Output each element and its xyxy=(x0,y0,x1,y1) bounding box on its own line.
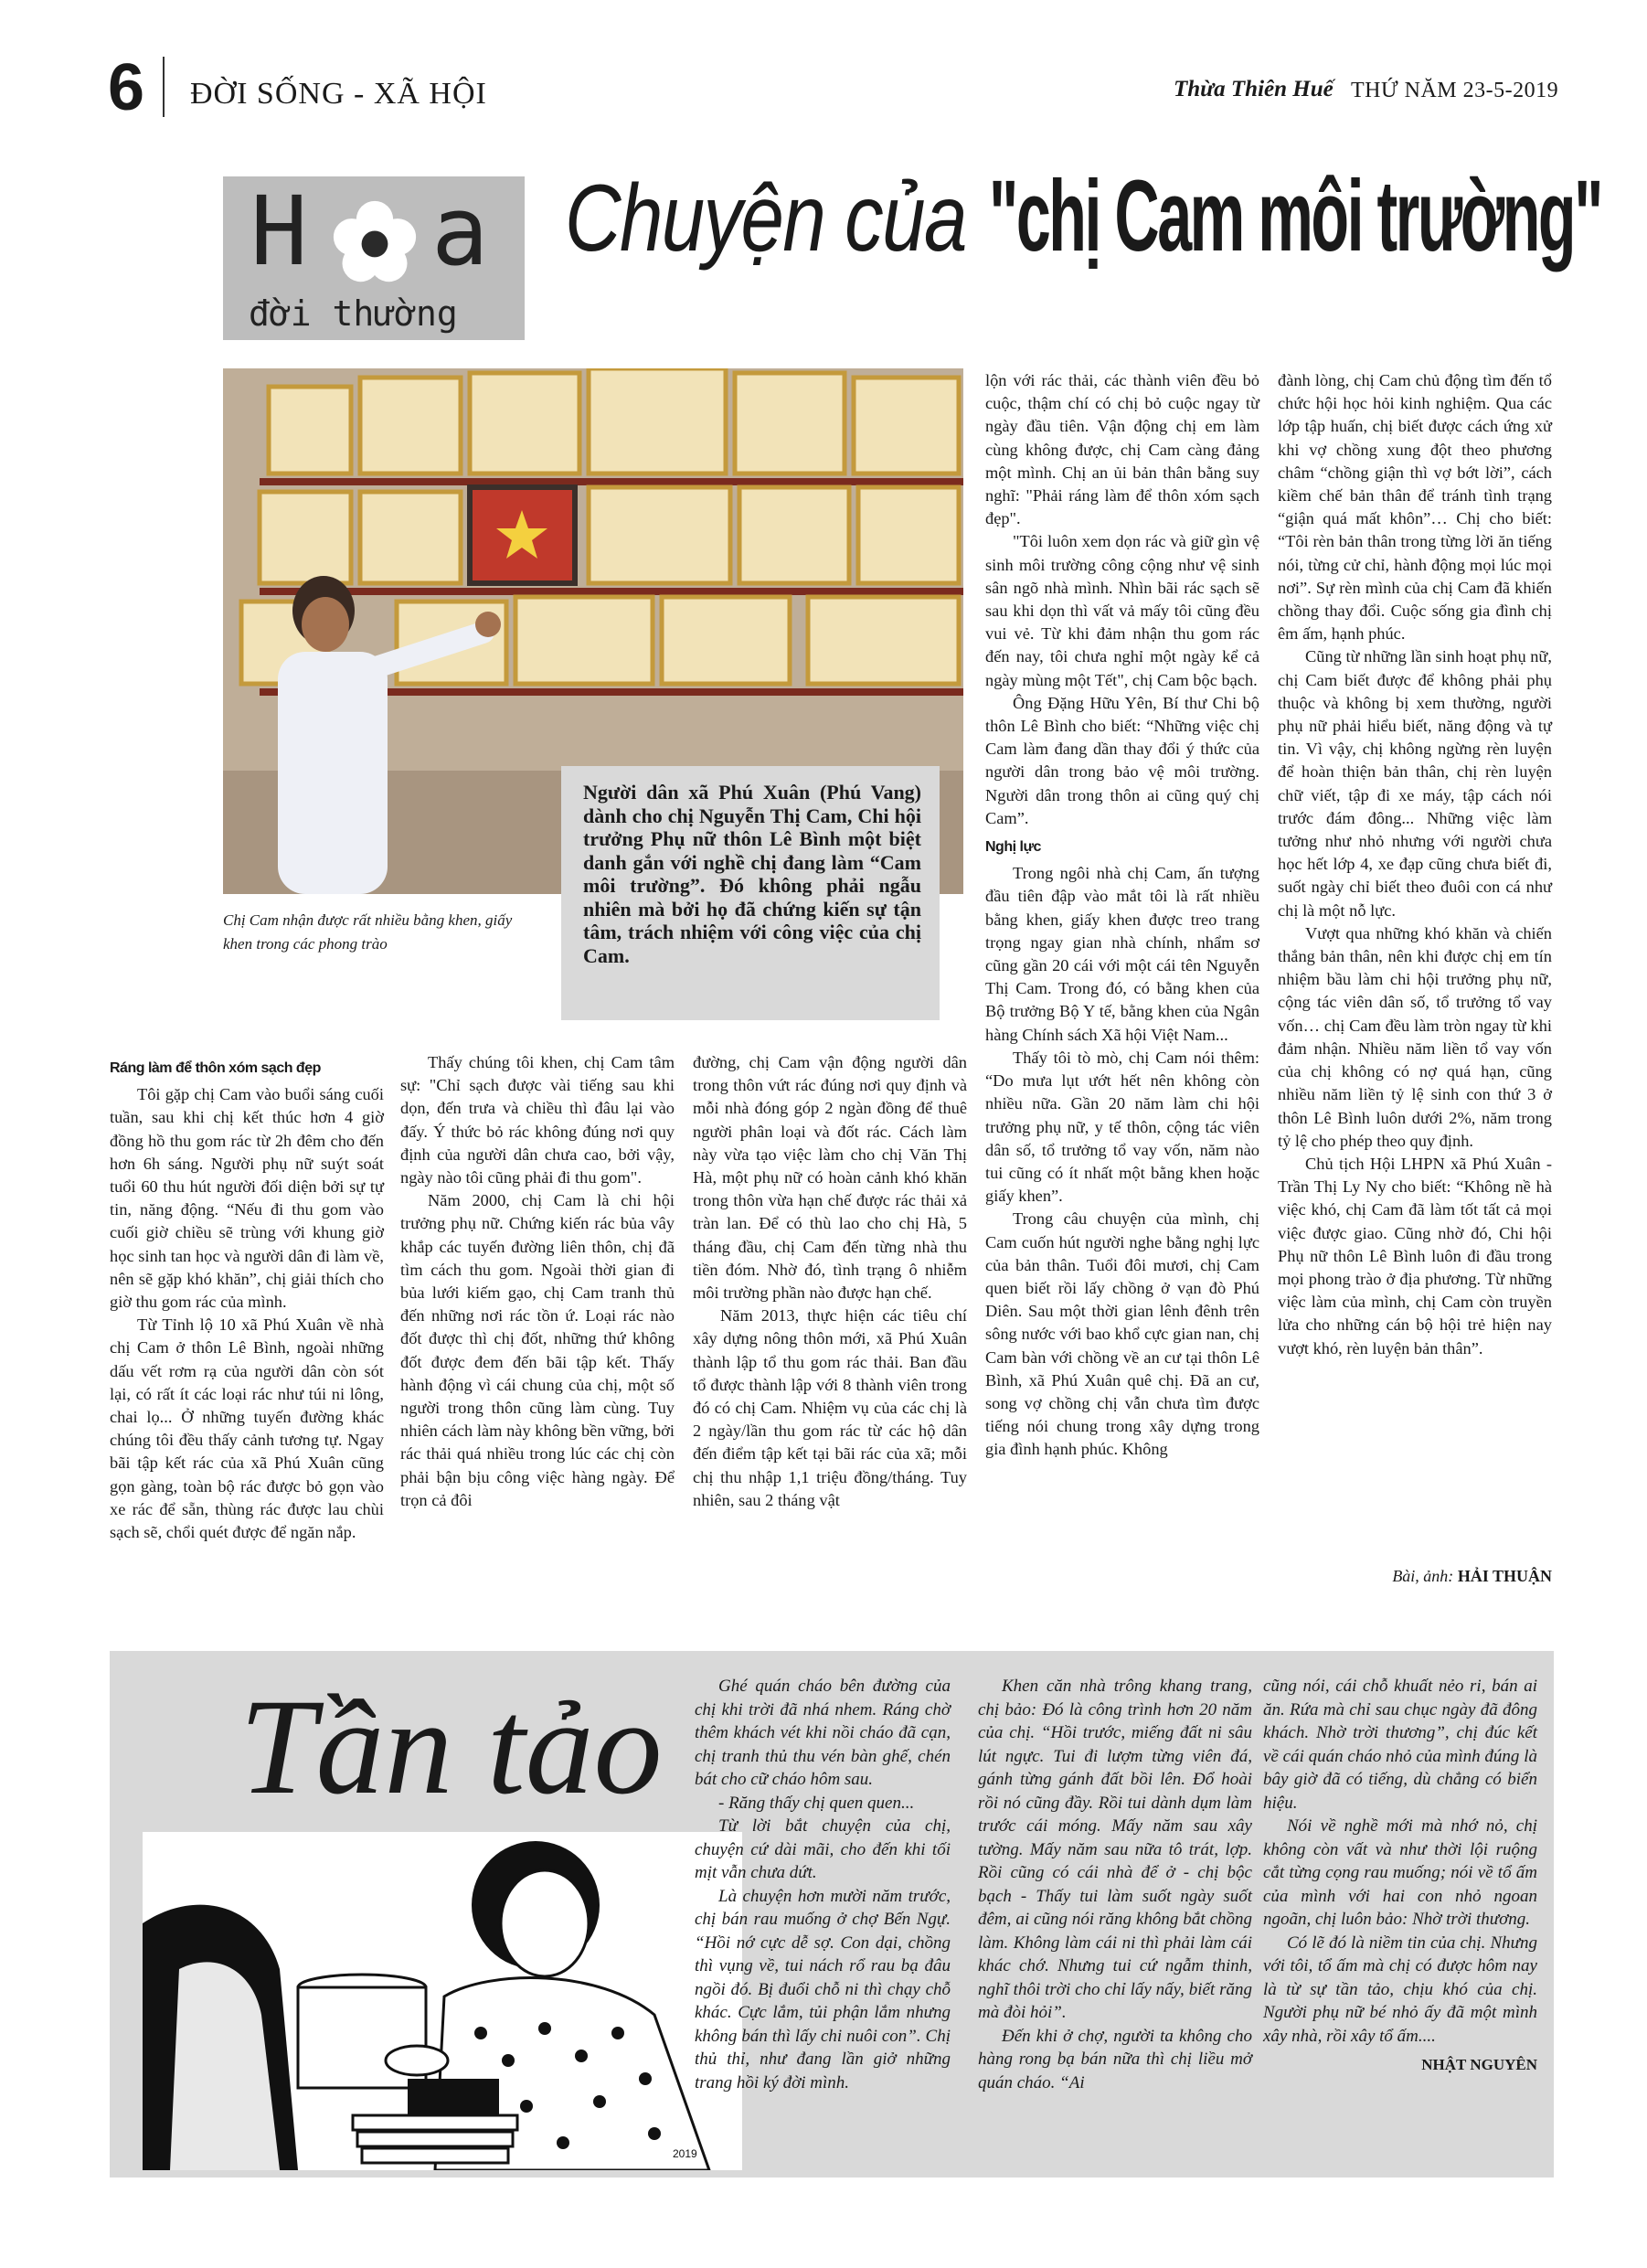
paragraph: Có lẽ đó là niềm tin của chị. Nhưng với tôi, tổ ấm mà chị có được hôm nay là từ sự tần tảo, chịu khó của chị. Người phụ nữ bé nhỏ ấy đã một mình xây nhà, rồi xây tổ ấm.... xyxy=(1263,1933,1537,2046)
paragraph: Ông Đặng Hữu Yên, Bí thư Chi bộ thôn Lê Bình cho biết: “Những việc chị Cam làm đang dần thay đổi ý thức của người dân trong bảo vệ môi trường. Người dân trong thôn ai cũng quý chị Cam”. xyxy=(985,693,1259,827)
paragraph: Từ Tỉnh lộ 10 xã Phú Xuân về nhà chị Cam ở thôn Lê Bình, ngoài những dấu vết rơm rạ của người dân còn sót lại, có rất ít các loại rác như túi ni lông, chai lọ... Ở những tuyến đường khác chúng tôi đều thấy cảnh tương tự. Ngay bãi tập kết rác của xã Phú Xuân cũng gọn gàng, toàn bộ rác được bỏ gọn vào xe rác để sẵn, thùng rác được lau chùi sạch sẽ, chổi quét được để ngăn nắp. xyxy=(110,1315,384,1542)
illustration-signature: 2019 xyxy=(673,2147,697,2160)
tan-tao-title: Tần tảo xyxy=(239,1671,663,1823)
issue-date: THỨ NĂM 23-5-2019 xyxy=(1351,79,1559,102)
paragraph: Thấy tôi tò mò, chị Cam nói thêm: “Do mưa lụt ướt hết nên không còn nhiều nữa. Gần 20 năm làm chi hội trưởng phụ nữ, y tế thôn, cộng tác viên dân số, tổ trưởng tổ vay vốn, năm nào tui cũng có ít nhất một bằng khen hoặc giấy khen”. xyxy=(985,1048,1259,1206)
paragraph: Trong câu chuyện của mình, chị Cam cuốn hút người nghe bằng nghị lực của bản thân. Tuổi đôi mươi, chị Cam quen biết rồi lấy chồng ở vạn đò Phú Diên. Sau một thời gian lênh đênh trên sông nước với bao khổ cực gian nan, chị Cam bàn với chồng về an cư tại thôn Lê Bình, xã Phú Xuân quê chị. Đã an cư, song vợ chồng chị vẫn chưa tìm được tiếng nói chung trong xây dựng trong gia đình hạnh phúc. Không xyxy=(985,1209,1259,1459)
subheading: Nghị lực xyxy=(985,839,1041,856)
column-logo-box xyxy=(223,176,525,340)
tan-tao-byline: NHẬT NGUYÊN xyxy=(1421,2056,1537,2073)
paragraph: Là chuyện hơn mười năm trước, chị bán rau muống ở chợ Bến Ngự. “Hồi nớ cực dễ sợ. Con dại, chồng thì vụng về, tui nách rổ rau bạ đâu ngồi đó. Bị đuổi chỗ ni thì chạy chỗ khác. Cực lắm, tủi phận lắm nhưng không bán thì lấy chi nuôi con”. Chị thủ thỉ, như đang lần giở những trang hồi ký đời mình. xyxy=(695,1886,951,2092)
paragraph: - Răng thấy chị quen quen... xyxy=(718,1793,915,1813)
byline-author: HẢI THUẬN xyxy=(1457,1567,1552,1585)
tan-tao-illustration xyxy=(143,1832,742,2170)
tan-tao-column-1 xyxy=(695,1675,951,2094)
logo-subtitle: đời thường xyxy=(249,293,458,334)
paragraph: "Tôi luôn xem dọn rác và giữ gìn vệ sinh môi trường công cộng như vệ sinh sân ngõ nhà mình. Nhìn bãi rác sạch sẽ sau khi dọn thì vất vả mấy tôi cũng đều vui vẻ. Từ khi đảm nhận thu gom rác đến nay, tôi chưa nghỉ một ngày kể cả ngày mùng một Tết", chị Cam bộc bạch. xyxy=(985,532,1259,689)
flower-icon xyxy=(331,198,419,286)
section-title: ĐỜI SỐNG - XÃ HỘI xyxy=(190,77,487,111)
paragraph: Chủ tịch Hội LHPN xã Phú Xuân - Trần Thị Ly Ny cho biết: “Không nề hà việc khó, chị Cam đã làm tốt tất cả mọi việc được giao. Cũng nhờ đó, Chi hội Phụ nữ thôn Lê Bình luôn đi đầu trong mọi phong trào ở địa phương. Từ những việc làm của mình, chị Cam còn truyền lửa cho những cán bộ hội trẻ hiện nay vượt khó, rèn luyện bản thân”. xyxy=(1278,1154,1552,1358)
logo-letter-a: a xyxy=(431,176,489,287)
paragraph: Vượt qua những khó khăn và chiến thắng bản thân, nên khi được chị em tín nhiệm bầu làm chi hội trưởng phụ nữ, cộng tác viên dân số, tổ trưởng tổ vay vốn… chị Cam đều làm tròn ngay từ khi đảm nhận. Nhiều năm liền tổ vay vốn của chị không có nợ quá hạn, cũng nhiều năm liền tỷ lệ sinh con thứ 3 ở thôn Lê Bình luôn dưới 2%, năm trong tỷ lệ cho phép theo quy định. xyxy=(1278,923,1552,1150)
paragraph: cũng nói, cái chỗ khuất nẻo ri, bán ai ăn. Rứa mà chỉ sau chục ngày đã đông khách. Nhờ trời thương”, chị đúc kết về cái quán cháo nhỏ của mình đúng là bây giờ đã có tiếng, dù chẳng có biển hiệu. xyxy=(1263,1677,1537,1813)
paragraph: Trong ngôi nhà chị Cam, ấn tượng đầu tiên đập vào mắt tôi là rất nhiều bằng khen, giấy khen được treo trang trọng ngay gian nhà chính, nhẩm sơ cũng gần 20 cái với một cái tên Nguyễn Thị Cam. Trong đó, có bằng khen của Bộ trưởng Bộ Y tế, bằng khen của Ngân hàng Chính sách Xã hội Việt Nam... xyxy=(985,864,1259,1044)
newspaper-name: Thừa Thiên Huế xyxy=(1174,77,1334,101)
header-divider xyxy=(163,57,165,117)
paragraph: Năm 2000, chị Cam là chi hội trưởng phụ nữ. Chứng kiến rác bủa vây khắp các tuyến đường liên thôn, chị đã tìm cách thu gom. Ngoài thời gian đi bủa lưới kiếm gạo, chị Cam tranh thủ đến những nơi rác tồn ứ. Loại rác nào đốt được thì chị đốt, những thứ không đốt được đem đến bãi tập kết. Thấy hành động vì cái chung của chị, một số người trong thôn cũng làm cùng. Tuy nhiên cách làm này không bền vững, bởi rác thải quá nhiều trong lúc các chị còn phải bận bịu công việc hàng ngày. Để trọn cả đôi xyxy=(400,1191,675,1509)
intro-box xyxy=(561,766,940,1020)
article-byline xyxy=(1278,1567,1552,1586)
paragraph: Cũng từ những lần sinh hoạt phụ nữ, chị Cam biết được để không phải phụ thuộc và không bị xem thường, người phụ nữ phải hiểu biết, năng động và tự tin. Vì vậy, chị không ngừng rèn luyện để hoàn thiện bản thân, chị rèn luyện chữ viết, tập đi xe máy, tập cách nói trước đám đông... Những việc làm tưởng như nhỏ nhưng với người chưa học hết lớp 4, xe đạp cũng chưa biết đi, suốt ngày chỉ biết theo đuôi con cá như chị là một nỗ lực. xyxy=(1278,647,1552,920)
intro-text: Người dân xã Phú Xuân (Phú Vang) dành cho chị Nguyễn Thị Cam, Chi hội trưởng Phụ nữ thôn Lê Bình một biệt danh gắn với nghề chị đang làm “Cam môi trường”. Đó không phải ngẫu nhiên mà bởi họ đã chứng kiến sự tận tâm, trách nhiệm với công việc của chị Cam. xyxy=(583,781,921,967)
paragraph: đành lòng, chị Cam chủ động tìm đến tổ chức hội học hỏi kinh nghiệm. Qua các lớp tập huấn, chị biết được cách ứng xử khi vợ chồng xung đột theo phương châm “chồng giận thì vợ bớt lời”, cách kiềm chế bản thân để tránh tình trạng “giận quá mất khôn”… Chị cho biết: “Tôi rèn bản thân trong từng lời ăn tiếng nói, từng cử chỉ, hành động mọi lúc mọi nơi”. Sự rèn mình của chị Cam đã khiến chồng thay đổi. Cuộc sống gia đình chị êm ấm, hạnh phúc. xyxy=(1278,371,1552,644)
article-column-5 xyxy=(1278,369,1552,1360)
paragraph: lộn với rác thải, các thành viên đều bỏ cuộc, thậm chí có chị bỏ cuộc ngay từ ngày đầu tiên. Vận động chị em làm cùng không được, chị Cam càng đảng một mình. Chị an ủi bản thân bằng suy nghĩ: "Phải ráng làm để thôn xóm sạch đẹp". xyxy=(985,371,1259,528)
article-column-2 xyxy=(400,1051,675,1512)
paragraph: Nói về nghề mới mà nhớ nỏ, chị không còn vất và như thời lội ruộng cắt từng cọng rau muống; nói về tổ ấm của mình với hai con nhỏ ngoan ngoãn, chị luôn bảo: Nhờ trời thương. xyxy=(1263,1816,1537,1929)
photo-caption: Chị Cam nhận được rất nhiều bằng khen, giấy khen trong các phong trào xyxy=(223,911,513,953)
tan-tao-column-2 xyxy=(978,1675,1252,2094)
paragraph: Khen căn nhà trông khang trang, chị bảo: Đó là công trình hơn 20 năm của chị. “Hồi trước, miếng đất ni sâu lút ngực. Tui đi lượm từng viên đá, gánh từng gánh đất bồi lên. Đổ hoài rồi nó cũng đầy. Rồi tui dành dụm làm trước cái móng. Mấy năm sau xây tường. Mấy năm sau nữa tô trát, lợp. Rồi cũng có cái nhà để ở - chị bộc bạch - Thấy tui làm suốt ngày suốt đêm, ai cũng nói răng không bắt chồng làm. Không làm cái ni thì phải làm cái khác chớ. Nhưng tui cứ ngẫm thinh, nghĩ thôi trời cho chỉ lấy nấy, biết răng mà đòi hỏi”. xyxy=(978,1677,1252,2022)
paragraph: Năm 2013, thực hiện các tiêu chí xây dựng nông thôn mới, xã Phú Xuân thành lập tổ thu gom rác thải. Ban đầu tổ được thành lập với 8 thành viên trong đó có chị Cam. Nhiệm vụ của các chị là 2 ngày/lần thu gom rác từ các hộ dân đến điểm tập kết tại bãi rác của xã; mỗi chị thu nhập 1,1 triệu đồng/tháng. Tuy nhiên, sau 2 tháng vật xyxy=(693,1306,967,1509)
paragraph: Đến khi ở chợ, người ta không cho hàng rong bạ bán nữa thì chị liều mở quán cháo. “Ai xyxy=(978,2026,1252,2092)
paragraph: Ghé quán cháo bên đường của chị khi trời đã nhá nhem. Ráng chờ thêm khách vét khi nồi cháo đã cạn, chị tranh thủ thu vén bàn ghế, chén bát cho cữ cháo hôm sau. xyxy=(695,1677,951,1789)
paragraph: Thấy chúng tôi khen, chị Cam tâm sự: "Chỉ sạch được vài tiếng sau khi dọn, đến trưa và chiều thì đâu lại vào đấy. Ý thức bỏ rác không đúng nơi quy định của người dân chưa cao, bởi vậy, ngày nào tôi cũng phải đi thu gom". xyxy=(400,1053,675,1187)
byline-label: Bài, ảnh: xyxy=(1392,1567,1454,1585)
logo-letter-h: H xyxy=(250,176,308,287)
page-number: 6 xyxy=(108,51,145,124)
article-column-1 xyxy=(110,1051,384,1544)
article-column-3 xyxy=(693,1051,967,1512)
tan-tao-box xyxy=(110,1651,1554,2177)
article-column-4 xyxy=(985,369,1259,1462)
tan-tao-column-3 xyxy=(1263,1675,1537,2077)
headline-part-2: "chị Cam môi trường" xyxy=(989,160,1601,272)
paragraph: Từ lời bắt chuyện của chị, chuyện cứ dài mãi, cho đến khi tối mịt vẫn chưa dứt. xyxy=(695,1816,951,1882)
headline-part-1: Chuyện của xyxy=(565,165,966,272)
subheading: Ráng làm để thôn xóm sạch đẹp xyxy=(110,1060,321,1076)
paragraph: Tôi gặp chị Cam vào buổi sáng cuối tuần, sau khi chị kết thúc hơn 4 giờ đồng hồ thu gom rác từ 2h đêm cho đến hơn 6h sáng. Người phụ nữ suýt soát tuổi 60 thu hút người đối diện bởi sự tự tin, năng động. “Nếu đi thu gom vào cuối giờ chiều sẽ trùng với khung giờ học sinh tan học và người dân đi làm về, nên sẽ gặp khó khăn”, chị giải thích cho giờ thu gom rác của mình. xyxy=(110,1085,384,1312)
paragraph: đường, chị Cam vận động người dân trong thôn vứt rác đúng nơi quy định và mỗi nhà đóng góp 2 ngàn đồng để thuê người phân loại và đốt rác. Cách làm này vừa tạo việc làm cho chị Văn Thị Hà, một phụ nữ có hoàn cảnh khó khăn trong thôn vừa hạn chế được rác thải xả tràn lan. Để có thù lao cho chị Hà, 5 tháng đầu, chị Cam đến từng nhà thu tiền đóm. Nhờ đó, tình trạng ô nhiễm môi trường phần nào được hạn chế. xyxy=(693,1053,967,1303)
